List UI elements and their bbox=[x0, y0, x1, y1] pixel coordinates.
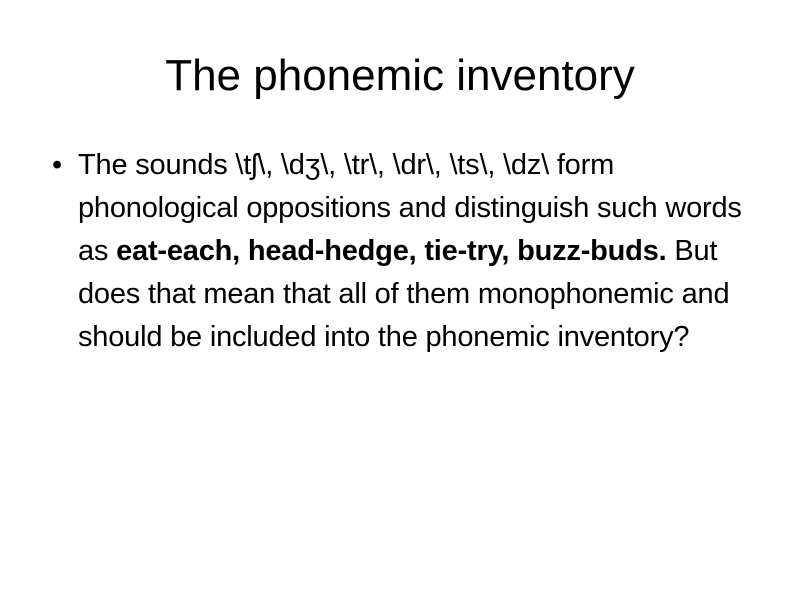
bullet-marker: • bbox=[52, 149, 62, 181]
bullet-item bbox=[48, 144, 763, 359]
slide-title: The phonemic inventory bbox=[165, 51, 635, 100]
bullet-text-part1: The sounds \tʃ\, \dʒ\, \tr\, \dr\, \ts\, \dz\ form phonological oppositions and distinguish such words as bbox=[78, 149, 742, 267]
bullet-text-part2: But does that mean that all of them monophonemic and should be included into the phonemic inventory? bbox=[78, 235, 730, 353]
bullet-list bbox=[48, 144, 763, 359]
bullet-bold-examples: eat-each, head-hedge, tie-try, buzz-buds. bbox=[116, 235, 667, 267]
